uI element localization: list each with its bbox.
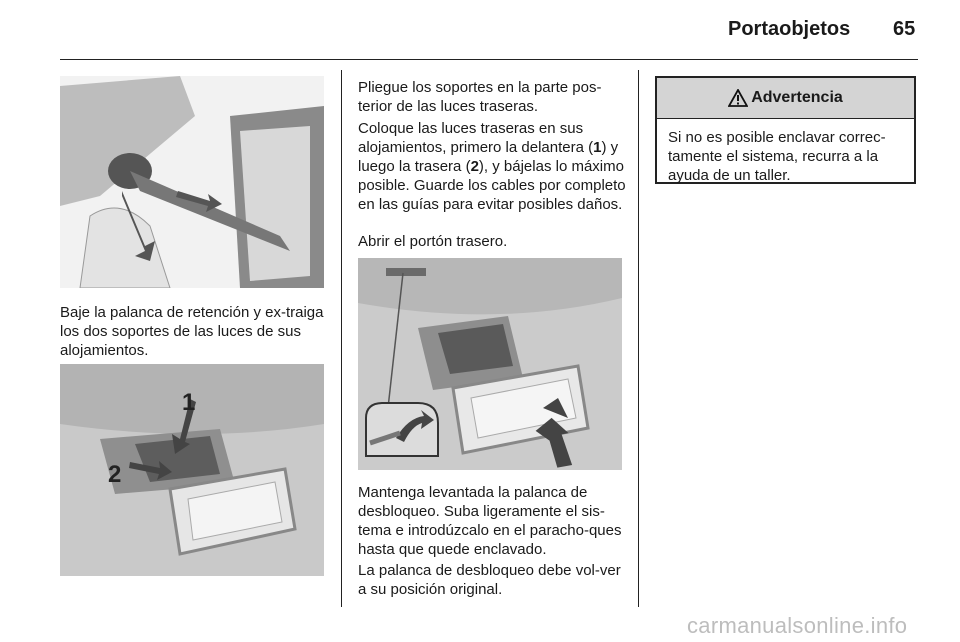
warning-header [657, 78, 914, 119]
warning-triangle-icon [728, 89, 748, 107]
header-rule [60, 59, 918, 60]
paragraph-place-lights: Coloque las luces traseras en sus alojamientos, primero la delantera (1) y luego la trasera (2), y bájelas lo máximo posible. Guarde los cables por completo en las guías para evitar posibles daños. [358, 120, 626, 213]
warning-title: Advertencia [751, 89, 843, 106]
warning-text: Si no es posible enclavar correc-tamente el sistema, recurra a la ayuda de un taller. [668, 129, 886, 184]
paragraph-fold-supports: Pliegue los soportes en la parte pos-terior de las luces traseras. [358, 79, 602, 115]
page-number: 65 [893, 18, 916, 40]
watermark: carmanualsonline.info [687, 613, 908, 638]
paragraph-lever: Baje la palanca de retención y ex-traiga los dos soportes de las luces de sus alojamientos. [60, 304, 324, 359]
paragraph-open-tailgate: Abrir el portón trasero. [358, 233, 508, 250]
figure-bumper-supports [60, 364, 324, 576]
figure-lever-release [60, 76, 324, 288]
callout-label-1: 1 [182, 389, 196, 416]
paragraph-hold-lever: Mantenga levantada la palanca de desbloqueo. Suba ligeramente el sis-tema e introdúzcalo en el paracho-ques hasta que quede enclavado. [358, 484, 622, 558]
paragraph-lever-return: La palanca de desbloqueo debe vol-ver a su posición original. [358, 562, 621, 598]
callout-label-2: 2 [108, 461, 122, 488]
column-divider-1 [341, 70, 342, 607]
warning-box [655, 76, 916, 184]
column-divider-2 [638, 70, 639, 607]
page-title: Portaobjetos [728, 18, 851, 40]
figure-insert-system [358, 258, 622, 470]
